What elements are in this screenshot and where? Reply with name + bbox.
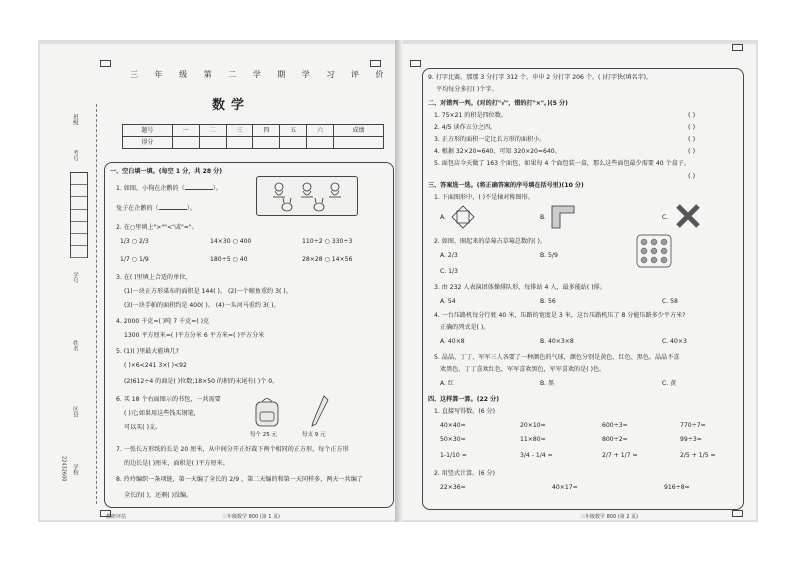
- registration-mark: [732, 44, 743, 51]
- question-6-line-2[interactable]: ( )元;如果用这些钱买钢笔，: [124, 410, 200, 417]
- oral-calc-item[interactable]: 11×80=: [520, 436, 546, 443]
- choice-5-option-c[interactable]: C. 黄: [662, 380, 677, 387]
- oral-calc-item[interactable]: 770÷7=: [680, 422, 706, 429]
- choice-2-title[interactable]: 2. 如图，圈起来的草莓占草莓总数的( )。: [434, 238, 546, 245]
- score-table-score-row: [123, 137, 384, 149]
- vertical-calc-item[interactable]: 916÷8=: [664, 484, 690, 491]
- section-4-title: 四、这样算一算。(22 分): [428, 396, 500, 403]
- question-5-row-2[interactable]: (2)612÷4 的商是( )位数;18×50 的积的末尾有( )个 0。: [124, 378, 279, 385]
- score-entry-cell[interactable]: [199, 137, 226, 149]
- choice-2-option-c[interactable]: C. 1/3: [440, 268, 458, 275]
- binding-label-exam-no: 考号: [71, 150, 78, 161]
- question-1a: [116, 184, 222, 193]
- section-3-title: 三、答案选一选。(将正确答案的序号填在括号里)(10 分): [428, 182, 584, 189]
- answer-blank[interactable]: [185, 184, 213, 190]
- choice-4-option-a[interactable]: A. 40×8: [440, 338, 465, 345]
- schoolbag-icon: [252, 394, 282, 428]
- choice-5-option-b[interactable]: B. 黑: [540, 380, 555, 387]
- question-3-row-2[interactable]: (3)一块手帕的面积约是 400( )。 (4)一头河马重约 3( )。: [124, 302, 280, 309]
- score-entry-cell[interactable]: [280, 137, 307, 149]
- registration-mark: [370, 60, 381, 67]
- score-cell: 二: [199, 125, 226, 137]
- question-9-line-1[interactable]: 9. 打字比赛。那那 3 分打字 312 个，申申 2 分打字 206 个。( )打字快(填名字)，: [428, 74, 653, 81]
- score-entry-cell[interactable]: [334, 137, 384, 149]
- score-cell: 得分: [123, 137, 173, 149]
- question-text: 1. 如图，小狗在企鹅的（: [116, 185, 185, 192]
- registration-mark: [732, 510, 743, 517]
- choice-3-title[interactable]: 3. 由 232 人表演团体操排队形，每排站 4 人，最多能站( )排。: [434, 284, 606, 291]
- judge-item-3: 3. 正方形的面积一定比长方形的面积小。: [434, 136, 546, 143]
- question-4-row-1[interactable]: 4. 2000 千克=( )吨 7 千克=( )克: [116, 318, 210, 325]
- score-table-header-row: [123, 125, 384, 137]
- vertical-calc-item[interactable]: 22×36=: [440, 484, 466, 491]
- section-2-title: 二、对错判一判。(对的打"√"，错的打"×"。)(5 分): [428, 100, 568, 107]
- binding-label-school: 学校: [71, 464, 78, 475]
- subject-title: 数学: [212, 98, 251, 113]
- cross-shape-icon: [674, 202, 702, 230]
- choice-2-option-b[interactable]: B. 5/9: [540, 252, 558, 259]
- oral-calc-item[interactable]: 1-1/10 =: [440, 452, 467, 459]
- score-entry-cell[interactable]: [226, 137, 253, 149]
- judge-answer-3[interactable]: ( ): [688, 135, 696, 143]
- question-7-line-1: 7. 一张长方形纸的长是 20 厘米，从中间分开正好裁下两个相同的正方形，每个正方形: [116, 446, 349, 453]
- choice-1-option-c[interactable]: C.: [662, 214, 669, 221]
- score-entry-cell[interactable]: [307, 137, 334, 149]
- oral-calc-item[interactable]: 50×30=: [440, 436, 466, 443]
- binding-code: 22432600: [60, 456, 67, 482]
- binding-label-name: 姓名: [71, 340, 78, 351]
- question-text: ）。: [212, 185, 222, 192]
- score-entry-cell[interactable]: [172, 137, 199, 149]
- exam-page-1: [40, 44, 398, 520]
- question-3-row-1[interactable]: (1)一块正方形桌布的面积是 144( )。 (2)一个鲸鱼重约 3( )。: [124, 288, 292, 295]
- section-1-title: 一、空白填一填。(每空 1 分，共 28 分): [110, 168, 223, 175]
- choice-5-option-a[interactable]: A. 红: [440, 380, 455, 387]
- compare-item[interactable]: 14×30 ○ 400: [210, 238, 252, 245]
- choice-5-line-2[interactable]: 欢黑色，丁丁喜欢红色，军军喜欢黑色，军军喜欢的是( )色。: [440, 366, 606, 373]
- page-2-footer: 三年级数学 800 (第 2 页): [580, 514, 638, 520]
- animals-icon: [257, 177, 359, 217]
- score-cell: 一: [172, 125, 199, 137]
- exam-page-2: [402, 44, 756, 520]
- score-cell: 题号: [123, 125, 173, 137]
- question-2-title: 2. 在○里填上">""<"或"="。: [116, 224, 198, 231]
- choice-5-line-1: 5. 晶晶、丁丁、军军三人各要了一种颜色的气球，颜色分别是黄色、红色、黑色。晶晶不喜: [434, 354, 680, 361]
- question-3-title: 3. 在( )里填上合适的单位。: [116, 274, 192, 281]
- choice-4-subtitle[interactable]: 正确的列式是( )。: [440, 324, 490, 331]
- choice-2-option-a[interactable]: A. 2/3: [440, 252, 458, 259]
- choice-1-option-a[interactable]: A.: [440, 214, 446, 221]
- bag-price-label: 每个 25 元: [250, 432, 277, 438]
- footer-left-label: 教研评估: [106, 514, 127, 520]
- judge-answer-2[interactable]: ( ): [688, 123, 696, 131]
- strawberry-icon: [636, 234, 672, 268]
- choice-4-option-b[interactable]: B. 40×3×8: [540, 338, 574, 345]
- l-shape-icon: [550, 204, 576, 230]
- question-1b: [116, 204, 196, 213]
- compare-item[interactable]: 110÷2 ○ 330÷3: [302, 238, 353, 245]
- judge-answer-5[interactable]: ( ): [688, 172, 696, 180]
- oral-calc-item[interactable]: 2/7 + 1/7 =: [602, 452, 638, 459]
- question-text: ）。: [186, 205, 196, 212]
- oral-calc-item[interactable]: 600÷3=: [602, 422, 628, 429]
- question-7-line-2[interactable]: 的边长是( )厘米，面积是( )平方厘米。: [124, 460, 229, 467]
- pen-icon: [310, 394, 330, 428]
- pen-price-label: 每支 9 元: [302, 432, 326, 438]
- compare-item[interactable]: 1/7 ○ 1/9: [120, 256, 149, 263]
- judge-item-5: 5. 面包店今天做了 163 个面包，如果每 4 个面包装一盒，那么这些面包最少需要 40 个盒子。: [434, 160, 690, 167]
- exam-number-boxes: [70, 172, 88, 258]
- score-cell: 六: [307, 125, 334, 137]
- animal-position-illustration: [256, 176, 358, 216]
- choice-1-option-b[interactable]: B.: [540, 214, 547, 221]
- oral-calc-item[interactable]: 2/5 + 1/5 =: [680, 452, 716, 459]
- question-text: 兔子在企鹅的（: [116, 205, 159, 212]
- question-8-line-2[interactable]: 全长的( )，还剩( )没编。: [124, 492, 193, 499]
- choice-1-title[interactable]: 1. 下面图形中，( )不是轴对称图形。: [434, 194, 534, 201]
- registration-mark: [410, 60, 421, 67]
- compare-item[interactable]: 1/3 ○ 2/3: [120, 238, 149, 245]
- vertical-calc-item[interactable]: 40×17=: [552, 484, 578, 491]
- score-entry-cell[interactable]: [253, 137, 280, 149]
- calc-2-title: 2. 用竖式计算。(6 分): [434, 470, 495, 477]
- judge-item-1: 1. 75×21 的积是四位数。: [434, 112, 507, 119]
- judge-answer-1[interactable]: ( ): [688, 111, 696, 119]
- choice-3-option-b[interactable]: B. 56: [540, 298, 556, 305]
- answer-blank[interactable]: [159, 204, 187, 210]
- question-4-row-2[interactable]: 1300 平方厘米=( )平方分米 6 平方米=( )平方分米: [124, 332, 265, 339]
- score-table: [122, 124, 384, 149]
- question-5-title[interactable]: 5. (1)( )里最大能填几?: [116, 348, 179, 355]
- question-9-line-2[interactable]: 平均每分多打( )个字。: [436, 86, 498, 93]
- judge-answer-4[interactable]: ( ): [688, 147, 696, 155]
- judge-item-4: 4. 根据 32×20=640，可知 320×20=640。: [434, 148, 561, 155]
- question-6-line-1: 6. 买 18 个右面图示的书包，一共需要: [116, 396, 221, 403]
- binding-label-class: 班级: [71, 114, 78, 125]
- choice-3-option-a[interactable]: A. 54: [440, 298, 456, 305]
- score-cell: 四: [253, 125, 280, 137]
- scanned-exam-photo: [38, 40, 758, 522]
- oral-calc-item[interactable]: 800÷2=: [602, 436, 628, 443]
- oral-calc-item[interactable]: 99÷3=: [680, 436, 702, 443]
- question-6-line-3[interactable]: 可以买( )支。: [124, 424, 162, 431]
- oral-calc-item[interactable]: 3/4 - 1/4 =: [520, 452, 553, 459]
- page-1-footer: 三年级数学 800 (第 1 页): [222, 514, 280, 520]
- choice-3-option-c[interactable]: C. 58: [662, 298, 678, 305]
- oral-calc-item[interactable]: 20×10=: [520, 422, 546, 429]
- compare-item[interactable]: 28×28 ○ 14×56: [302, 256, 353, 263]
- calc-1-title: 1. 直接写得数。(6 分): [434, 408, 495, 415]
- octagon-square-icon: [450, 204, 476, 230]
- question-8-line-1: 8. 玲玲编织一条项链，第一天编了全长的 2/9 ，第二天编的和第一天同样多，两天一共编了: [116, 476, 363, 483]
- binding-label-school-no: 学号: [71, 272, 78, 283]
- judge-item-2: 2. 4/5 读作五分之四。: [434, 124, 497, 131]
- choice-4-option-c[interactable]: C. 40×3: [662, 338, 687, 345]
- exam-header-title: 三 年 级 第 二 学 期 学 习 评 价: [130, 70, 391, 79]
- oral-calc-item[interactable]: 40×40=: [440, 422, 466, 429]
- binding-label-district: 区县: [71, 406, 78, 417]
- score-cell: 成绩: [334, 125, 384, 137]
- score-cell: 三: [226, 125, 253, 137]
- question-5-row-1[interactable]: ( )×6<241 3×( )<92: [124, 362, 187, 369]
- compare-item[interactable]: 180÷5 ○ 40: [210, 256, 248, 263]
- binding-dashed-line: [96, 104, 97, 504]
- score-cell: 五: [280, 125, 307, 137]
- registration-mark: [100, 60, 111, 67]
- choice-4-title: 4. 一台压路机每分行驶 40 米，压路的宽度是 3 米，这台压路机压了 8 分能压路多少平方米?: [434, 312, 686, 319]
